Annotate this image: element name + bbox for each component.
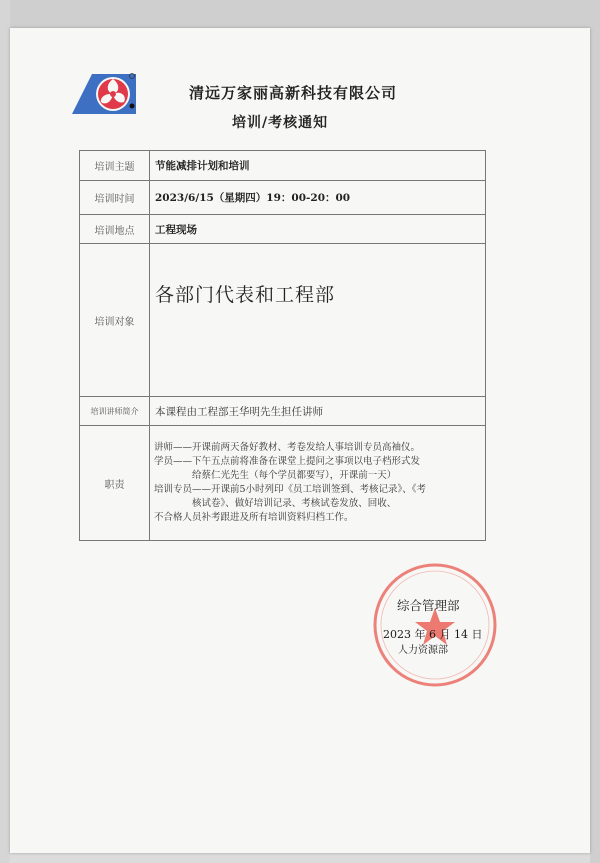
table-row: [80, 181, 486, 215]
duties-cell: [150, 426, 486, 541]
table-row: [80, 151, 486, 181]
table-row: [80, 397, 486, 426]
row-label: 培训地点: [80, 215, 150, 244]
table-row: [80, 244, 486, 397]
row-label: 职责: [80, 426, 150, 541]
row-label: 培训时间: [80, 181, 150, 215]
duty-line: 学员——下午五点前将准备在课堂上提问之事项以电子档形式发: [154, 456, 421, 467]
duty-line: 培训专员——开课前5小时列印《员工培训签到、考核记录》、《考: [154, 484, 427, 495]
duty-line: 讲师——开课前两天备好教材、考卷发给人事培训专员高袖仪。: [154, 442, 421, 453]
company-logo-icon: [72, 68, 136, 118]
company-name: 清远万家丽高新科技有限公司: [189, 84, 398, 102]
duty-line: 不合格人员补考跟进及所有培训资料归档工作。: [154, 512, 354, 523]
scan-border-top: [0, 0, 600, 28]
training-audience-value: 各部门代表和工程部: [155, 284, 336, 306]
training-location-value: 工程现场: [150, 215, 486, 244]
duty-line: 给蔡仁光先生（每个学员都要写），开课前一天）: [192, 470, 397, 481]
row-label: 培训对象: [80, 244, 150, 397]
duty-line: 核试卷》、做好培训记录、考核试卷发放、回收、: [192, 498, 397, 509]
row-label: 培训主题: [80, 151, 150, 181]
stamp-date: 2023 年 6 月 14 日: [383, 628, 483, 641]
training-topic-value: 节能减排计划和培训: [150, 151, 486, 181]
training-form-table: [79, 150, 486, 541]
document-title: 培训/考核通知: [232, 115, 329, 131]
table-row: [80, 215, 486, 244]
stamp-department: 综合管理部: [397, 598, 460, 613]
training-time-value: 2023/6/15（星期四）19：00-20：00: [150, 181, 486, 215]
instructor-intro-value: 本课程由工程部王华明先生担任讲师: [150, 397, 486, 426]
company-seal-icon: [370, 560, 500, 690]
scan-border-right: [590, 0, 600, 863]
scan-border-left: [0, 0, 10, 863]
row-label: 培训讲师简介: [80, 397, 150, 426]
table-row: [80, 426, 486, 541]
stamp-hr-department: 人力资源部: [398, 645, 448, 656]
